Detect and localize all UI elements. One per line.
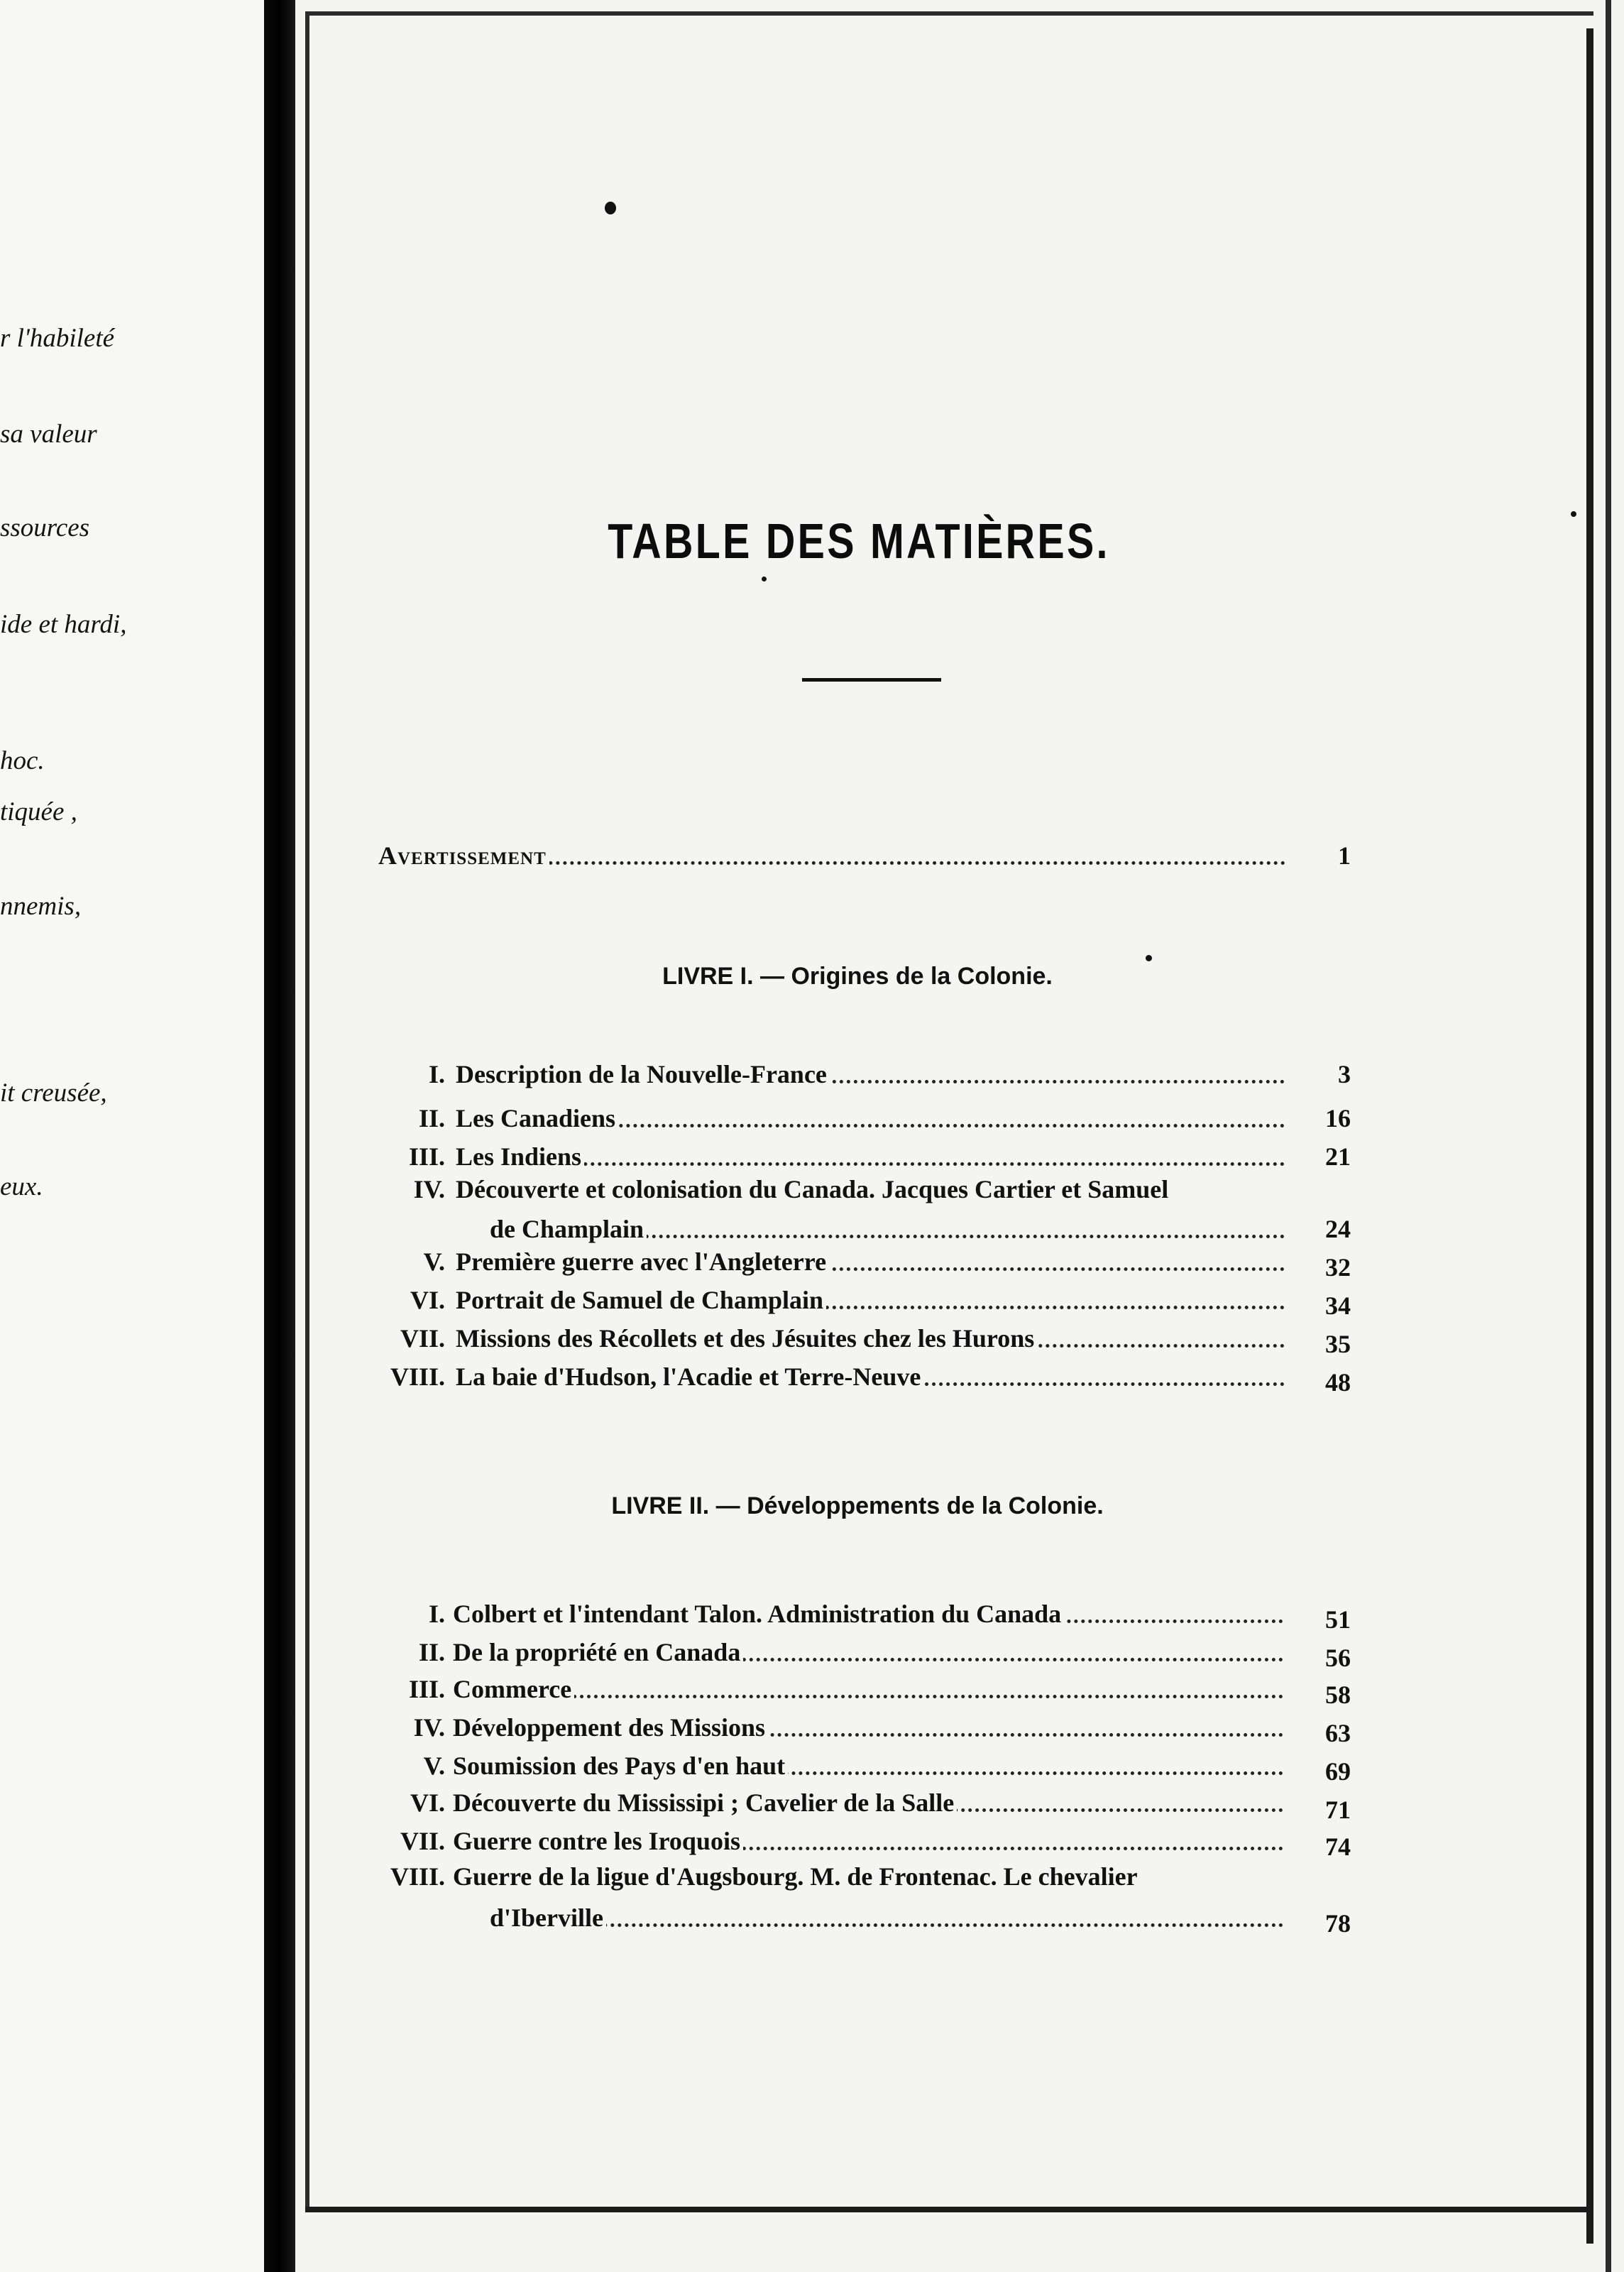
toc-entry-text: Développement des Missions bbox=[453, 1713, 768, 1742]
toc-entry-text: Les Indiens bbox=[456, 1142, 584, 1171]
toc-page-number: 63 bbox=[1325, 1719, 1351, 1747]
toc-roman-numeral: VI. bbox=[410, 1286, 445, 1314]
toc-roman-numeral: VII. bbox=[400, 1324, 445, 1353]
page-title: TABLE DES MATIÈRES. bbox=[608, 513, 1110, 569]
toc-entry-text: Commerce bbox=[453, 1675, 574, 1703]
toc-entry bbox=[453, 1823, 1283, 1859]
left-facing-page bbox=[0, 0, 264, 2272]
section-heading-livre-1: LIVRE I. — Origines de la Colonie. bbox=[662, 963, 1053, 990]
toc-entry-text: Les Canadiens bbox=[456, 1104, 618, 1132]
left-page-line: ide et hardi, bbox=[0, 610, 127, 639]
toc-entry bbox=[456, 1359, 1285, 1394]
toc-entry bbox=[456, 1056, 1285, 1092]
toc-entry-text: Découverte du Mississipi ; Cavelier de la Salle bbox=[453, 1788, 957, 1817]
toc-page-number: 78 bbox=[1325, 1909, 1351, 1938]
toc-entry-text: Avertissement bbox=[378, 841, 549, 870]
toc-entry-text: Guerre contre les Iroquois bbox=[453, 1827, 743, 1855]
toc-roman-numeral: II. bbox=[418, 1104, 445, 1132]
toc-entry bbox=[456, 1139, 1285, 1174]
toc-entry-text-continued: de Champlain bbox=[490, 1215, 647, 1243]
toc-page-number: 35 bbox=[1325, 1330, 1351, 1358]
section-heading-livre-2: LIVRE II. — Développements de la Colonie. bbox=[611, 1492, 1104, 1519]
toc-entry bbox=[456, 1321, 1285, 1356]
toc-page-number: 74 bbox=[1325, 1833, 1351, 1861]
toc-entry-text: La baie d'Hudson, l'Acadie et Terre-Neuve bbox=[456, 1362, 923, 1391]
toc-entry-text: Découverte et colonisation du Canada. Jacques Cartier et Samuel bbox=[456, 1175, 1169, 1203]
toc-entry-text: De la propriété en Canada bbox=[453, 1638, 743, 1666]
toc-page-number: 48 bbox=[1325, 1368, 1351, 1397]
ink-speck bbox=[1571, 511, 1576, 517]
toc-entry bbox=[453, 1634, 1283, 1670]
toc-page-number: 32 bbox=[1325, 1253, 1351, 1282]
toc-entry-text: Missions des Récollets et des Jésuites chez les Hurons bbox=[456, 1324, 1037, 1353]
toc-entry bbox=[490, 1900, 1283, 1935]
left-page-line: sa valeur bbox=[0, 420, 97, 449]
toc-entry-avertissement bbox=[378, 838, 1285, 873]
toc-entry bbox=[456, 1100, 1285, 1136]
toc-roman-numeral: IV. bbox=[413, 1713, 445, 1742]
toc-roman-numeral: V. bbox=[423, 1247, 445, 1276]
toc-page-number: 56 bbox=[1325, 1644, 1351, 1672]
toc-page-number: 71 bbox=[1325, 1796, 1351, 1824]
toc-page-number: 16 bbox=[1325, 1104, 1351, 1132]
toc-roman-numeral: II. bbox=[418, 1638, 445, 1666]
toc-roman-numeral: I. bbox=[428, 1600, 445, 1628]
left-page-line: r l'habileté bbox=[0, 324, 115, 353]
toc-roman-numeral: III. bbox=[408, 1675, 445, 1703]
left-page-line: nnemis, bbox=[0, 892, 82, 921]
toc-roman-numeral: VIII. bbox=[390, 1862, 445, 1891]
left-page-line: ssources bbox=[0, 513, 90, 542]
toc-roman-numeral: VII. bbox=[400, 1827, 445, 1855]
toc-entry bbox=[456, 1282, 1285, 1318]
page-edge-top bbox=[305, 11, 1593, 16]
page-edge-outer bbox=[1606, 0, 1611, 2272]
toc-entry-text: Première guerre avec l'Angleterre bbox=[456, 1247, 829, 1276]
toc-roman-numeral: VIII. bbox=[390, 1362, 445, 1391]
toc-page-number: 3 bbox=[1338, 1060, 1351, 1088]
toc-entry-text: Soumission des Pays d'en haut bbox=[453, 1752, 788, 1780]
toc-page-number: 21 bbox=[1325, 1142, 1351, 1171]
title-rule bbox=[802, 678, 941, 682]
left-page-line: tiquée , bbox=[0, 797, 77, 826]
toc-roman-numeral: III. bbox=[408, 1142, 445, 1171]
toc-roman-numeral: IV. bbox=[413, 1175, 445, 1203]
page-edge-bottom bbox=[305, 2207, 1593, 2212]
toc-roman-numeral: I. bbox=[428, 1060, 445, 1088]
toc-page-number: 69 bbox=[1325, 1757, 1351, 1786]
toc-page-number: 58 bbox=[1325, 1681, 1351, 1709]
toc-entry bbox=[453, 1785, 1283, 1820]
toc-entry bbox=[456, 1244, 1285, 1279]
toc-entry-text: Portrait de Samuel de Champlain bbox=[456, 1286, 826, 1314]
page-edge-right bbox=[1586, 28, 1593, 2244]
toc-entry-text: Description de la Nouvelle-France bbox=[456, 1060, 830, 1088]
ink-speck bbox=[605, 202, 616, 214]
left-page-line: it creusée, bbox=[0, 1078, 107, 1108]
toc-page-number: 24 bbox=[1325, 1215, 1351, 1243]
left-page-line: hoc. bbox=[0, 746, 45, 775]
toc-page-number: 34 bbox=[1325, 1291, 1351, 1320]
toc-entry-text: Guerre de la ligue d'Augsbourg. M. de Frontenac. Le chevalier bbox=[453, 1862, 1138, 1891]
book-spine-gutter bbox=[264, 0, 295, 2272]
toc-roman-numeral: VI. bbox=[410, 1788, 445, 1817]
toc-entry-text-continued: d'Iberville bbox=[490, 1904, 606, 1932]
toc-roman-numeral: V. bbox=[423, 1752, 445, 1780]
toc-entry bbox=[490, 1211, 1285, 1247]
left-page-line: eux. bbox=[0, 1172, 43, 1201]
toc-page-number: 51 bbox=[1325, 1605, 1351, 1634]
toc-entry bbox=[453, 1596, 1283, 1632]
toc-entry bbox=[453, 1748, 1283, 1784]
toc-page-number: 1 bbox=[1338, 841, 1351, 870]
toc-entry bbox=[453, 1710, 1283, 1745]
ink-speck bbox=[762, 577, 767, 581]
toc-entry-text: Colbert et l'intendant Talon. Administration du Canada bbox=[453, 1600, 1064, 1628]
toc-entry bbox=[453, 1671, 1283, 1707]
